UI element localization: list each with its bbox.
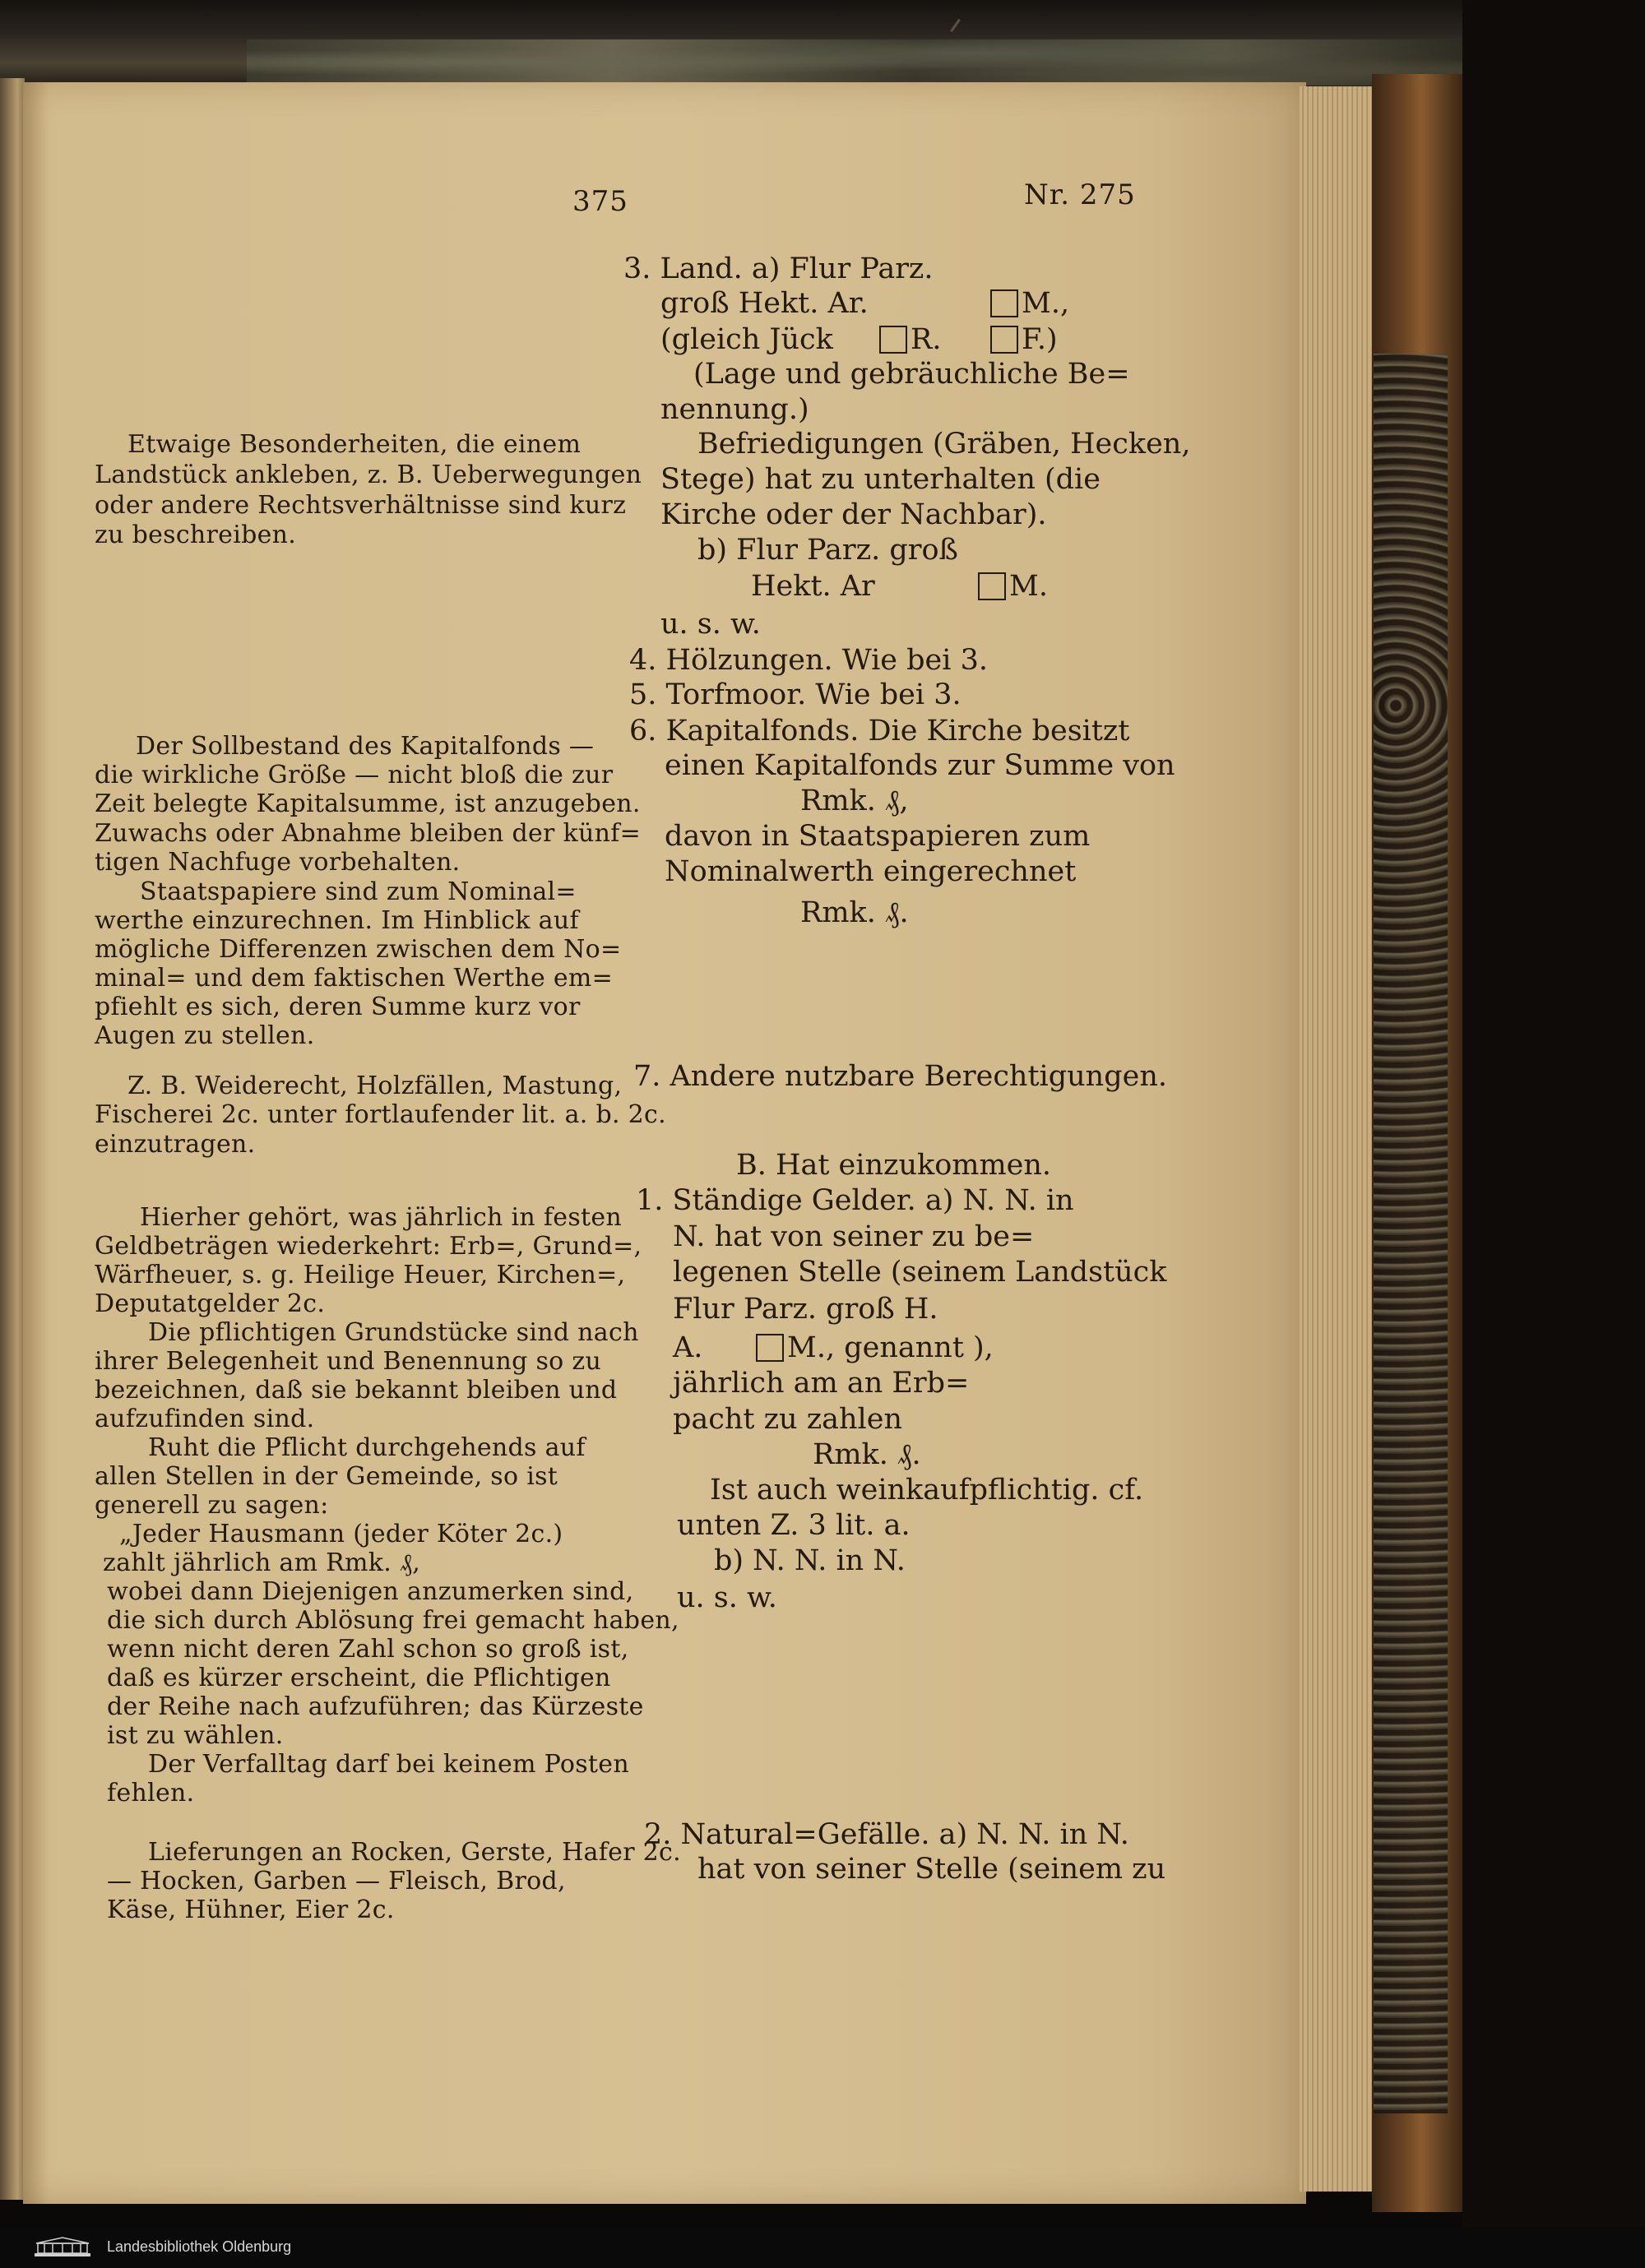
- note-line: Ruht die Pflicht durchgehends auf: [148, 1433, 586, 1462]
- document-number: Nr. 275: [1024, 178, 1136, 211]
- form-line: b) Flur Parz. groß: [697, 534, 958, 567]
- form-line: Hekt. Ar: [751, 570, 875, 603]
- unit-label: R.: [911, 323, 942, 356]
- form-line-box: [987, 323, 1058, 356]
- note-line: Der Verfalltag darf bei keinem Posten: [148, 1750, 629, 1779]
- form-line: Flur Parz. groß H.: [673, 1293, 938, 1326]
- note-line: Lieferungen an Rocken, Gerste, Hafer 2c.: [148, 1838, 681, 1867]
- note-line: Geldbeträgen wiederkehrt: Erb=, Grund=,: [95, 1232, 642, 1261]
- note-line: Wärfheuer, s. g. Heilige Heuer, Kirchen=,: [95, 1261, 626, 1289]
- form-line: 3. Land. a) Flur Parz.: [623, 252, 934, 285]
- note-line: ihrer Belegenheit und Benennung so zu: [95, 1347, 602, 1376]
- form-line: Nominalwerth eingerechnet: [665, 855, 1077, 888]
- note-line: fehlen.: [107, 1779, 195, 1807]
- note-line: Zuwachs oder Abnahme bleiben der künf=: [95, 819, 642, 848]
- form-line: 5. Torfmoor. Wie bei 3.: [629, 678, 962, 711]
- form-line: Rmk. ₰.: [813, 1438, 921, 1471]
- note-line: wobei dann Diejenigen anzumerken sind,: [107, 1577, 634, 1606]
- note-line: Fischerei 2c. unter fortlaufender lit. a. b. 2c.: [95, 1100, 666, 1129]
- note-line: — Hocken, Garben — Fleisch, Brod,: [107, 1867, 566, 1895]
- note-line: ist zu wählen.: [107, 1721, 284, 1750]
- note-line: „Jeder Hausmann (jeder Köter 2c.): [119, 1520, 563, 1548]
- note-line: bezeichnen, daß sie bekannt bleiben und: [95, 1376, 618, 1405]
- note-line: Zeit belegte Kapitalsumme, ist anzugeben.: [95, 789, 641, 818]
- footer-bar: [0, 2227, 1645, 2268]
- form-line: A.: [673, 1331, 703, 1364]
- note-line: generell zu sagen:: [95, 1491, 329, 1520]
- form-line: Stege) hat zu unterhalten (die: [660, 463, 1101, 496]
- marbled-edge-top: [247, 39, 1464, 86]
- note-line: zu beschreiben.: [95, 521, 297, 549]
- note-line: daß es kürzer erscheint, die Pflichtigen: [107, 1664, 611, 1692]
- form-line: u. s. w.: [677, 1581, 777, 1614]
- section-heading: B. Hat einzukommen.: [736, 1149, 1052, 1182]
- form-line-box: [876, 323, 942, 356]
- form-line: N. hat von seiner zu be=: [673, 1220, 1035, 1253]
- form-line: hat von seiner Stelle (seinem zu: [697, 1853, 1166, 1886]
- scan-background: [1462, 0, 1645, 2268]
- form-line: davon in Staatspapieren zum: [665, 820, 1091, 853]
- note-line: Landstück ankleben, z. B. Ueberwegungen: [95, 461, 642, 489]
- note-line: Z. B. Weiderecht, Holzfällen, Mastung,: [127, 1072, 623, 1100]
- unit-label: M., genannt ),: [787, 1331, 994, 1364]
- note-line: Hierher gehört, was jährlich in festen: [140, 1203, 623, 1232]
- form-line: unten Z. 3 lit. a.: [677, 1509, 911, 1542]
- note-line: der Reihe nach aufzuführen; das Kürzeste: [107, 1692, 644, 1721]
- form-line-box: [975, 572, 1048, 601]
- form-line: nennung.): [660, 393, 809, 426]
- note-line: mögliche Differenzen zwischen dem No=: [95, 935, 622, 964]
- form-line: b) N. N. in N.: [714, 1544, 906, 1577]
- note-line: pfiehlt es sich, deren Summe kurz vor: [95, 993, 581, 1021]
- form-line: Ist auch weinkaufpflichtig. cf.: [710, 1474, 1144, 1507]
- form-line: 7. Andere nutzbare Berechtigungen.: [633, 1060, 1168, 1093]
- page-edge-stack: [1300, 86, 1374, 2192]
- form-line: 6. Kapitalfonds. Die Kirche besitzt: [629, 715, 1130, 748]
- square-box: [978, 572, 1006, 600]
- note-line: einzutragen.: [95, 1130, 256, 1159]
- form-line-box: [753, 1331, 994, 1364]
- form-line: Rmk. ₰,: [800, 785, 909, 817]
- note-line: Deputatgelder 2c.: [95, 1289, 326, 1318]
- form-line: einen Kapitalfonds zur Summe von: [665, 749, 1175, 782]
- library-building-logo: [33, 2237, 92, 2258]
- note-line: minal= und dem faktischen Werthe em=: [95, 964, 614, 993]
- note-line: die sich durch Ablösung frei gemacht haben,: [107, 1606, 679, 1635]
- note-line: werthe einzurechnen. Im Hinblick auf: [95, 906, 579, 935]
- form-line: legenen Stelle (seinem Landstück: [673, 1256, 1167, 1289]
- note-line: die wirkliche Größe — nicht bloß die zur: [95, 761, 614, 789]
- note-line: Etwaige Besonderheiten, die einem: [127, 430, 582, 459]
- square-box: [756, 1334, 784, 1362]
- form-line: (gleich Jück: [660, 323, 833, 356]
- marbled-endpaper: [1374, 354, 1448, 2113]
- unit-label: M.,: [1022, 287, 1070, 320]
- form-line: groß Hekt. Ar.: [660, 287, 869, 320]
- note-line: zahlt jährlich am Rmk. ₰,: [103, 1548, 421, 1577]
- left-page-edge: [0, 78, 25, 2200]
- square-box: [990, 289, 1018, 317]
- note-line: Käse, Hühner, Eier 2c.: [107, 1895, 395, 1924]
- form-line-box: [987, 289, 1069, 318]
- unit-label: M.: [1009, 570, 1048, 603]
- form-line: u. s. w.: [660, 608, 761, 641]
- note-line: Die pflichtigen Grundstücke sind nach: [148, 1318, 639, 1347]
- square-box: [879, 326, 907, 354]
- form-line: jährlich am an Erb=: [673, 1367, 970, 1400]
- form-line: Rmk. ₰.: [800, 896, 909, 929]
- note-line: oder andere Rechtsverhältnisse sind kurz: [95, 491, 627, 520]
- form-line: (Lage und gebräuchliche Be=: [693, 358, 1130, 391]
- form-line: Befriedigungen (Gräben, Hecken,: [697, 428, 1191, 461]
- form-line: pacht zu zahlen: [673, 1403, 903, 1436]
- library-name: Landesbibliothek Oldenburg: [107, 2238, 292, 2255]
- form-line: 2. Natural=Gefälle. a) N. N. in N.: [644, 1818, 1129, 1851]
- unit-label: F.): [1022, 323, 1058, 356]
- page-number: 375: [572, 185, 628, 218]
- note-line: Augen zu stellen.: [95, 1021, 315, 1050]
- form-line: Kirche oder der Nachbar).: [660, 498, 1047, 531]
- note-line: aufzufinden sind.: [95, 1405, 315, 1433]
- square-box: [990, 326, 1018, 354]
- note-line: tigen Nachfuge vorbehalten.: [95, 848, 461, 877]
- note-line: wenn nicht deren Zahl schon so groß ist,: [107, 1635, 629, 1664]
- note-line: Der Sollbestand des Kapitalfonds —: [136, 732, 595, 761]
- form-line: 4. Hölzungen. Wie bei 3.: [629, 644, 988, 677]
- form-line: 1. Ständige Gelder. a) N. N. in: [636, 1184, 1074, 1217]
- note-line: Staatspapiere sind zum Nominal=: [140, 877, 577, 906]
- note-line: allen Stellen in der Gemeinde, so ist: [95, 1462, 558, 1491]
